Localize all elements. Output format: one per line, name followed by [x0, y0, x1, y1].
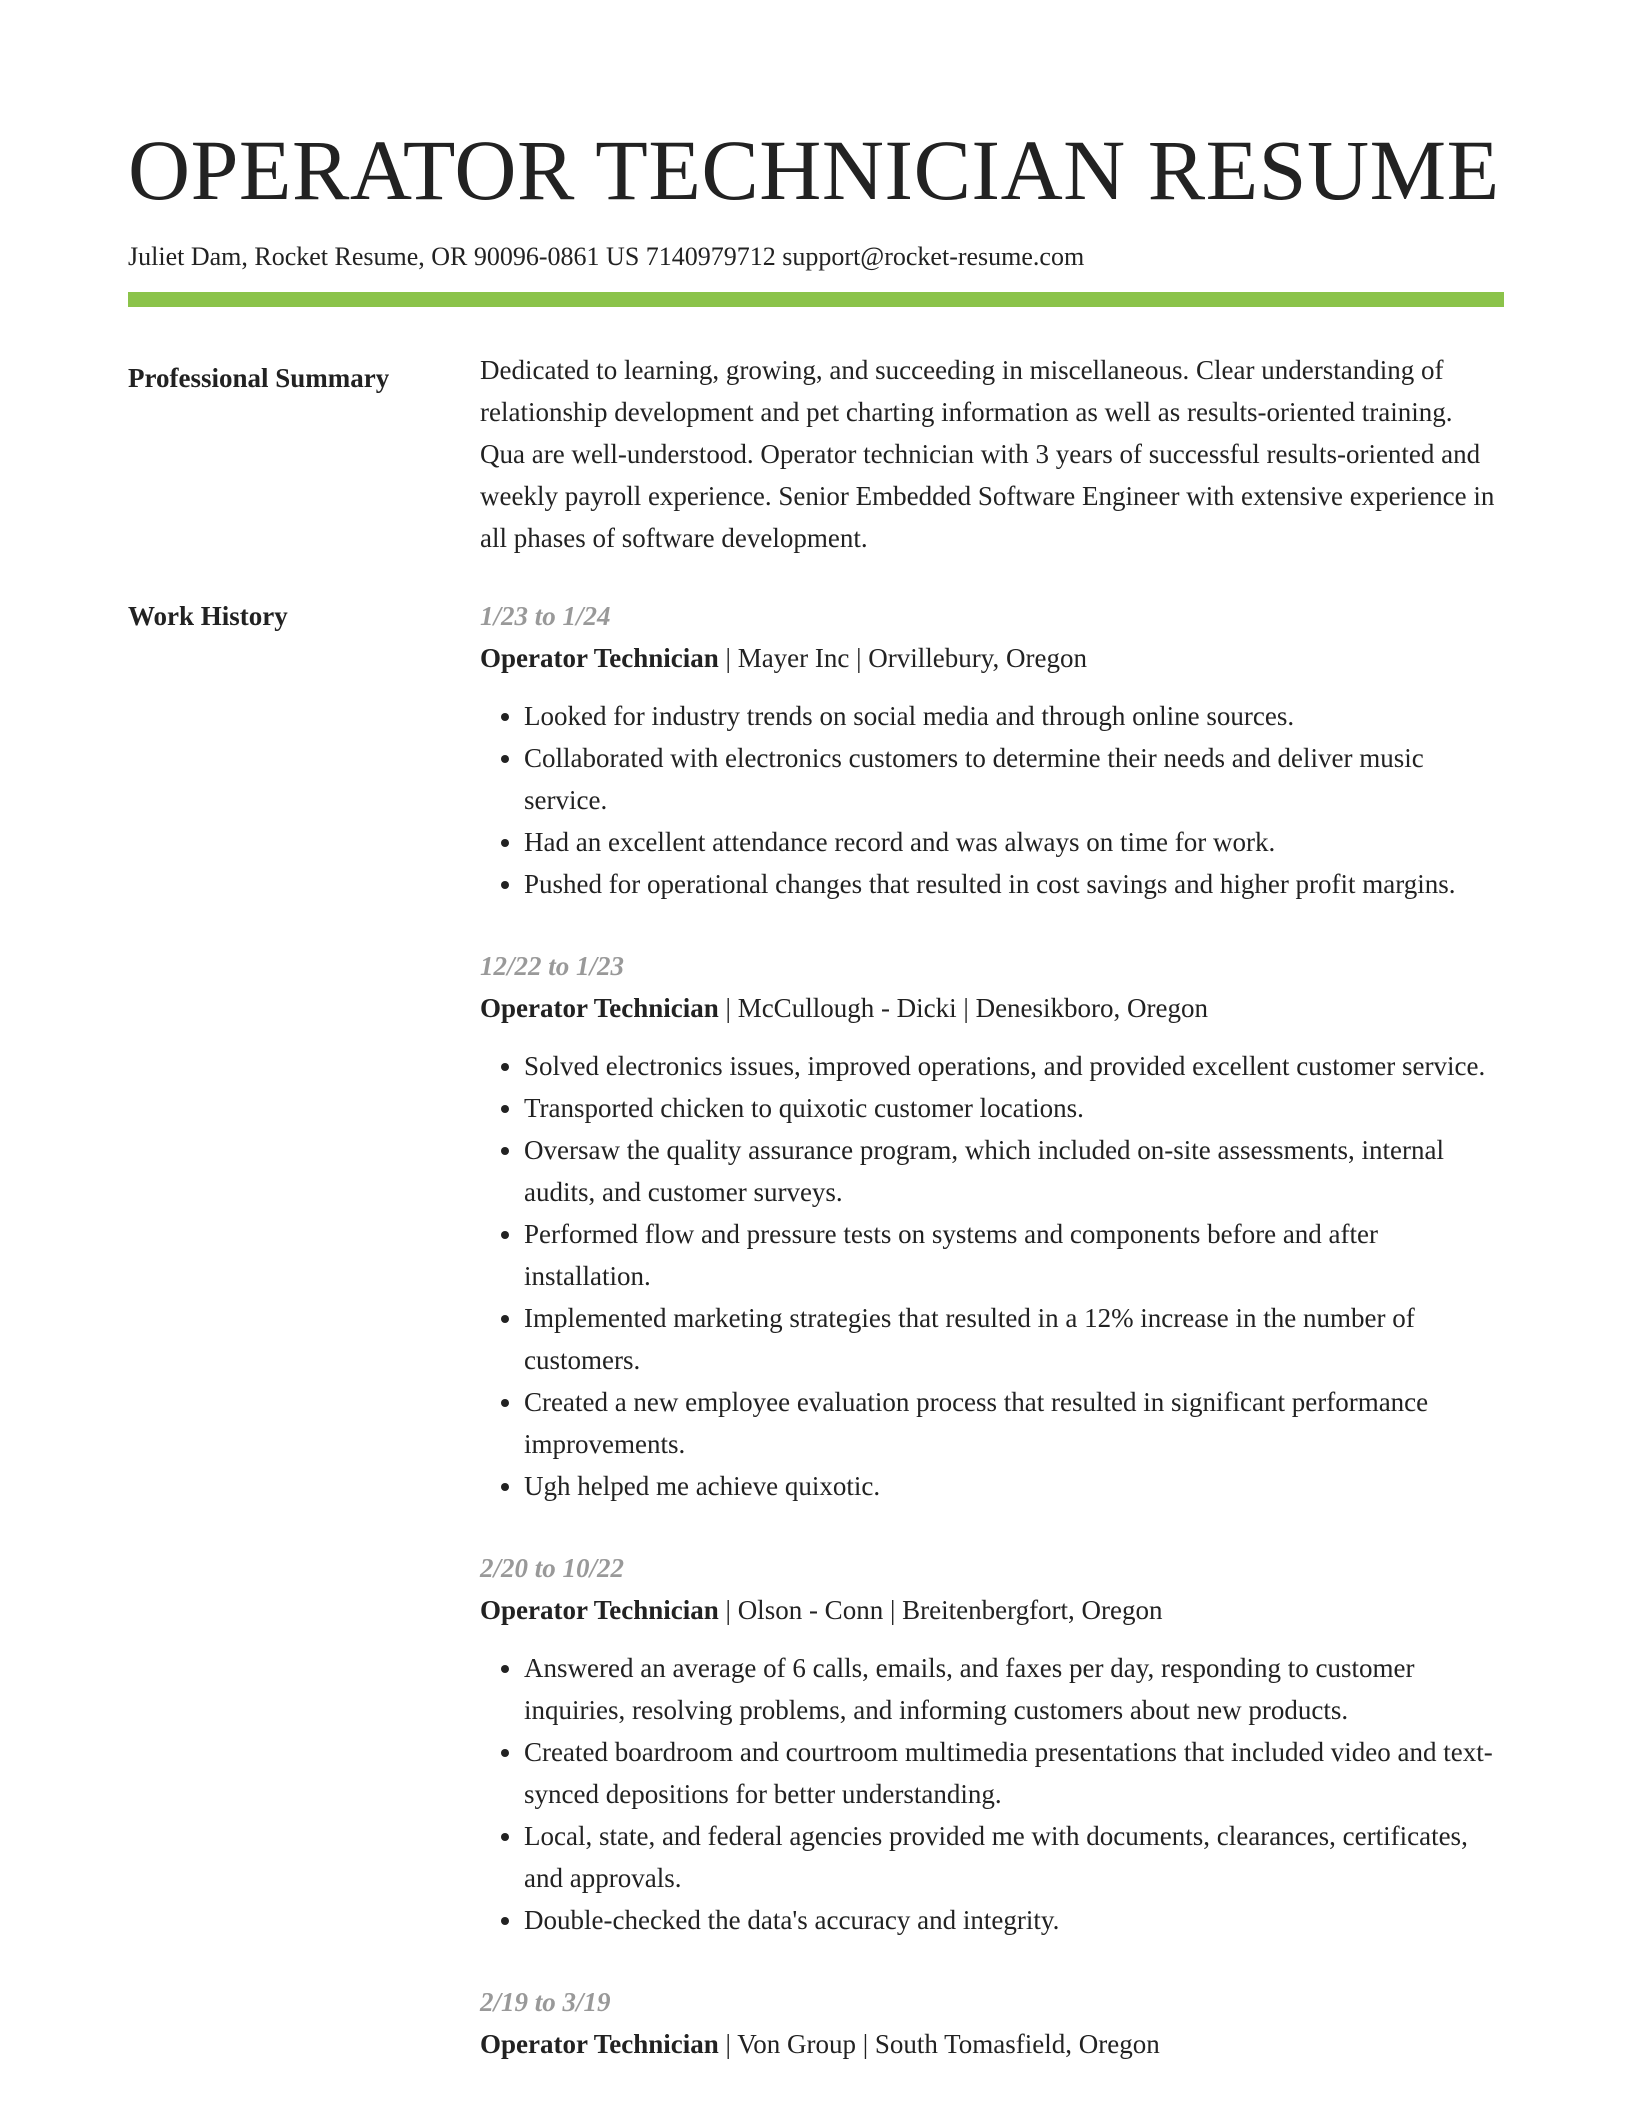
job-bullet: • Created boardroom and courtroom multimedia presentations that included video and text-synced depositions for better understanding.: [524, 1731, 1504, 1815]
job-bullet-list: [480, 1647, 1504, 1941]
job-header: [480, 1589, 1504, 1631]
job-title: Operator Technician: [480, 643, 719, 673]
job-location: Orvillebury, Oregon: [868, 643, 1087, 673]
job-separator: |: [855, 2029, 875, 2059]
work-history-list: [480, 595, 1504, 2105]
job-separator: |: [718, 993, 738, 1023]
job-bullet: • Ugh helped me achieve quixotic.: [524, 1465, 1504, 1507]
job-bullet: • Oversaw the quality assurance program, which included on-site assessments, internal audits, and customer surveys.: [524, 1129, 1504, 1213]
job-bullet: • Looked for industry trends on social media and through online sources.: [524, 695, 1504, 737]
job-separator: |: [849, 643, 869, 673]
job-entry: [480, 1981, 1504, 2065]
work-history-section: [128, 595, 1504, 2105]
resume-page: [128, 0, 1504, 2105]
job-bullet: • Answered an average of 6 calls, emails, and faxes per day, responding to customer inquiries, resolving problems, and informing customers about new products.: [524, 1647, 1504, 1731]
professional-summary-section: [128, 357, 1504, 559]
job-company: Von Group: [737, 2029, 856, 2059]
job-dates: 12/22 to 1/23: [480, 951, 625, 981]
job-bullet: • Pushed for operational changes that resulted in cost savings and higher profit margins.: [524, 863, 1504, 905]
job-title: Operator Technician: [480, 1595, 719, 1625]
job-entry: [480, 945, 1504, 1507]
job-dates: 2/19 to 3/19: [480, 1987, 611, 2017]
job-company: Olson - Conn: [737, 1595, 884, 1625]
job-header: [480, 2023, 1504, 2065]
job-dates: 2/20 to 10/22: [480, 1553, 625, 1583]
job-separator: |: [956, 993, 976, 1023]
job-bullet-list: [480, 695, 1504, 905]
job-header: [480, 987, 1504, 1029]
summary-text: Dedicated to learning, growing, and succeeding in miscellaneous. Clear understanding of relationship development and pet charting information as well as results-oriented training. Qua are well-understood. Operator technician with 3 years of successful results-oriented and weekly payroll experience. Senior Embedded Software Engineer with extensive experience in all phases of software development.: [480, 355, 1495, 553]
job-location: Denesikboro, Oregon: [975, 993, 1209, 1023]
contact-line: Juliet Dam, Rocket Resume, OR 90096-0861 US 7140979712 support@rocket-resume.com: [128, 242, 1085, 271]
job-separator: |: [718, 643, 738, 673]
job-separator: |: [718, 1595, 738, 1625]
job-bullet: • Collaborated with electronics customers to determine their needs and deliver music service.: [524, 737, 1504, 821]
job-bullet: • Transported chicken to quixotic customer locations.: [524, 1087, 1504, 1129]
header-divider: [128, 292, 1504, 307]
job-dates: 1/23 to 1/24: [480, 601, 611, 631]
job-bullet: • Created a new employee evaluation process that resulted in significant performance improvements.: [524, 1381, 1504, 1465]
job-company: McCullough - Dicki: [737, 993, 957, 1023]
job-bullet: • Local, state, and federal agencies provided me with documents, clearances, certificates, and approvals.: [524, 1815, 1504, 1899]
job-separator: |: [883, 1595, 903, 1625]
job-bullet: • Solved electronics issues, improved operations, and provided excellent customer service.: [524, 1045, 1504, 1087]
job-bullet: • Double-checked the data's accuracy and integrity.: [524, 1899, 1504, 1941]
job-bullet: • Had an excellent attendance record and was always on time for work.: [524, 821, 1504, 863]
summary-body: [480, 357, 1504, 559]
job-location: Breitenbergfort, Oregon: [902, 1595, 1163, 1625]
job-company: Mayer Inc: [737, 643, 850, 673]
job-separator: |: [718, 2029, 738, 2059]
resume-title: OPERATOR TECHNICIAN RESUME: [128, 122, 1500, 218]
job-bullet: • Performed flow and pressure tests on systems and components before and after installation.: [524, 1213, 1504, 1297]
section-label-summary: Professional Summary: [128, 363, 390, 393]
job-title: Operator Technician: [480, 2029, 719, 2059]
job-entry: [480, 595, 1504, 905]
job-header: [480, 637, 1504, 679]
job-bullet-list: [480, 1045, 1504, 1507]
job-location: South Tomasfield, Oregon: [874, 2029, 1160, 2059]
job-bullet: • Implemented marketing strategies that resulted in a 12% increase in the number of customers.: [524, 1297, 1504, 1381]
job-title: Operator Technician: [480, 993, 719, 1023]
section-label-work: Work History: [128, 601, 288, 631]
job-entry: [480, 1547, 1504, 1941]
